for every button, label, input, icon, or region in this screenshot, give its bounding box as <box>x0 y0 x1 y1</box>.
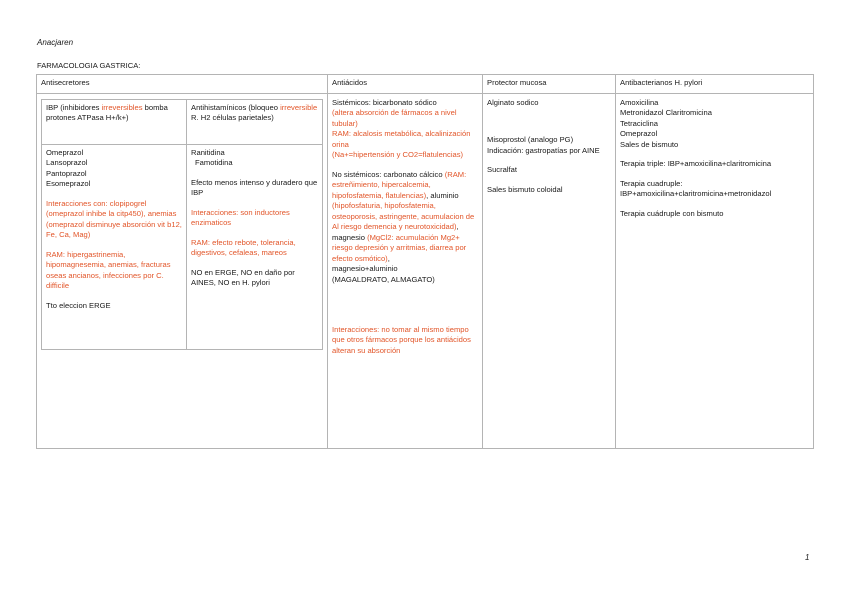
protector-item: Sucralfat <box>487 165 517 175</box>
mixto-names: (MAGALDRATO, ALMAGATO) <box>332 274 435 284</box>
h2-header-cell <box>187 100 323 145</box>
sistemicos-title: Sistémicos: bicarbonato sódico <box>332 98 437 107</box>
h2-body-cell <box>187 145 323 350</box>
h2-efecto: Efecto menos intenso y duradero que IBP <box>191 177 318 198</box>
nosistemicos-title: No sistémicos: carbonato cálcico <box>332 169 443 179</box>
antisecretores-cell <box>37 94 328 449</box>
sistemicos-ram: RAM: alcalosis metabólica, alcalinización orina <box>332 129 471 149</box>
col-header-protector: Protector mucosa <box>483 75 616 94</box>
ibp-drug: Pantoprazol <box>46 168 87 178</box>
author-name: Anacjaren <box>37 38 74 47</box>
pylori-drug: Tetraciclina <box>620 118 658 128</box>
subtable-header-row <box>42 100 323 145</box>
protector-cell <box>483 94 616 449</box>
terapia-triple: Terapia triple: IBP+amoxicilina+claritromicina <box>620 159 772 169</box>
ibp-drug: Esomeprazol <box>46 179 91 189</box>
terapia-bismuto: Terapia cuádruple con bismuto <box>620 208 724 218</box>
ibp-interacciones: Interacciones con: clopipogrel (omeprazol inhibe la citp450), anemias (omeprazol disminuye absorción vit b12, Fe, Ca, Mag) <box>46 198 182 240</box>
pylori-drug: Amoxicilina <box>620 98 659 107</box>
h2-title-irreversible: irreversible <box>280 103 318 112</box>
nosistemicos-block <box>332 170 478 264</box>
aluminio-ram: (hipofosfaturia, hipofosfatemia, osteoporosis, astringente, acumulacion de Al riesgo demencia y neurotoxicidad) <box>332 201 475 232</box>
col-header-antisecretores: Antisecretores <box>37 75 328 94</box>
ibp-body-cell <box>42 145 187 350</box>
ibp-tto: Tto eleccion ERGE <box>46 300 111 310</box>
comma-separator: , <box>387 253 390 263</box>
h2-drug: Famotidina <box>195 158 233 168</box>
ibp-ram: RAM: hipergastrinemia, hipomagnesemia, anemias, fracturas oseas ancianos, infecciones por C. difficile <box>46 249 171 291</box>
terapia-cuadruple: IBP+amoxicilina+claritromicina+metronidazol <box>620 189 772 199</box>
ibp-header-cell <box>42 100 187 145</box>
table-header-row <box>37 75 814 94</box>
mixto-label: magnesio+aluminio <box>332 264 398 274</box>
protector-indicacion: Indicación: gastropatías por AINE <box>487 145 600 155</box>
subtable-body-row <box>42 145 323 350</box>
protector-item: Misoprostol (analogo PG) <box>487 135 574 145</box>
ibp-title-irreversibles: irreversibles <box>101 103 143 112</box>
col-header-antiacidos: Antiácidos <box>328 75 483 94</box>
sistemicos-note: (altera absorción de fármacos a nivel tubular) <box>332 108 457 128</box>
h2-ram: RAM: efecto rebote, tolerancia, digestivos, cefaleas, mareos <box>191 237 296 258</box>
h2-drug: Ranitidina <box>191 148 225 157</box>
sistemicos-ram-detail: (Na+=hipertensión y CO2=flatulencias) <box>332 150 464 160</box>
ibp-title-start: IBP (inhibidores <box>46 103 102 112</box>
antisecretores-subtable <box>41 99 323 350</box>
magnesio-ram: (MgCl2: acumulación Mg2+ riesgo depresión y arritmias, diarrea por efecto osmótico) <box>332 232 467 263</box>
carbonato-ram: (RAM: estreñimiento, hipercalcemia, hipofosfatemia, flatulencias) <box>332 169 467 200</box>
h2-interacciones: Interacciones: son inductores enzimaticos <box>191 207 290 228</box>
protector-item: Alginato sodico <box>487 98 539 107</box>
page-title: FARMACOLOGIA GASTRICA: <box>37 61 141 70</box>
pylori-drug: Sales de bismuto <box>620 139 679 149</box>
protector-item: Sales bismuto coloidal <box>487 184 563 194</box>
terapia-cuadruple-label: Terapia cuadruple: <box>620 178 683 188</box>
pylori-drug: Metronidazol Claritromicina <box>620 108 713 118</box>
ibp-drug: Lansoprazol <box>46 158 88 168</box>
ibp-drug: Omeprazol <box>46 148 84 157</box>
antiacidos-interacciones: Interacciones: no tomar al mismo tiempo que otros fármacos porque los antiácidos alteran su absorción <box>332 324 471 355</box>
col-header-antibacterianos: Antibacterianos H. pylori <box>616 75 814 94</box>
magnesio-label: , magnesio <box>332 222 459 242</box>
pylori-drug: Omeprazol <box>620 129 658 139</box>
table-body-row <box>37 94 814 449</box>
page-number: 1 <box>805 553 810 562</box>
aluminio-label: , aluminio <box>426 190 459 200</box>
pylori-cell <box>616 94 814 449</box>
h2-title-start: Antihistamínicos (bloqueo <box>191 103 281 112</box>
antiacidos-cell <box>328 94 483 449</box>
h2-no: NO en ERGE, NO en daño por AINES, NO en H. pylori <box>191 267 295 288</box>
h2-title-end: R. H2 células parietales) <box>191 113 274 123</box>
ibp-title-end: bomba protones ATPasa H+/k+) <box>46 103 168 123</box>
pharmacology-table <box>36 74 814 449</box>
